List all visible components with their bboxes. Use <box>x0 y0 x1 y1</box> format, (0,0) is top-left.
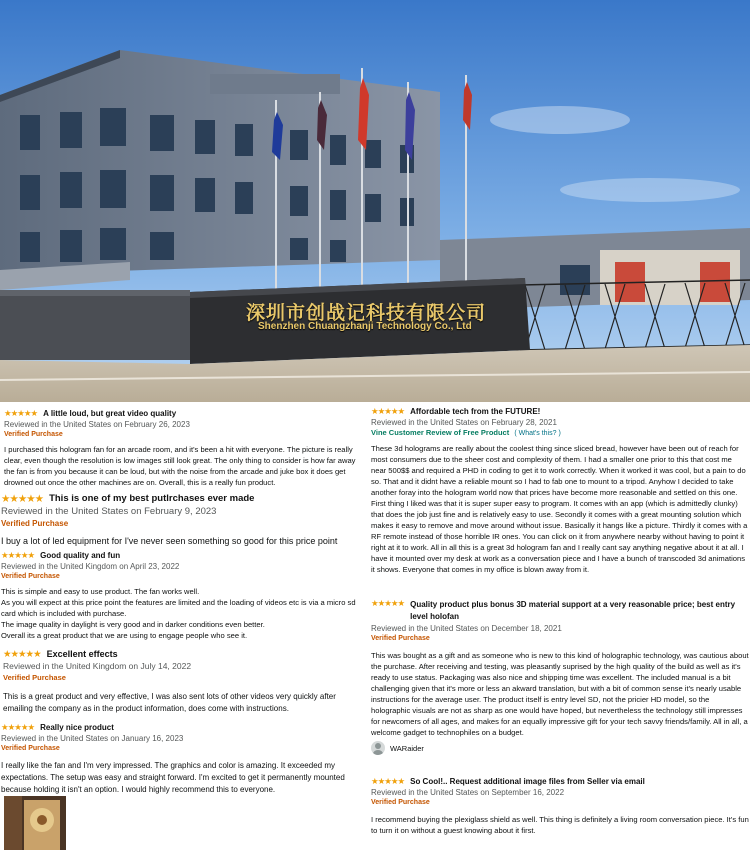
five-star-rating-icon: ★★★★★ <box>4 408 38 419</box>
verified-purchase-badge: Verified Purchase <box>4 431 63 438</box>
building-illustration <box>0 0 750 402</box>
review-date: Reviewed in the United Kingdom on April 23, 2022 <box>1 562 180 571</box>
review-date: Reviewed in the United States on December 18, 2021 <box>371 624 562 633</box>
review-card <box>1 550 363 641</box>
verified-purchase-badge: Verified Purchase <box>1 745 60 752</box>
review-text: Overall its a great product that we are using to engage people who see it. <box>1 631 248 640</box>
vine-label: Vine Customer Review of Free Product <box>371 428 510 437</box>
review-date: Reviewed in the United States on February 26, 2023 <box>4 420 190 429</box>
review-card <box>371 599 749 755</box>
five-star-rating-icon: ★★★★★ <box>371 599 405 609</box>
review-card <box>371 776 749 836</box>
review-text: The image quality in daylight is very good and in darker conditions even better. <box>1 620 265 629</box>
verified-purchase-badge: Verified Purchase <box>1 573 60 580</box>
review-body <box>371 814 749 836</box>
review-title[interactable]: A little loud, but great video quality <box>43 409 177 418</box>
company-sign-chinese: 深圳市创战记科技有限公司 <box>246 302 487 324</box>
review-card <box>1 722 363 796</box>
review-title[interactable]: So Cool!.. Request additional image files from Seller via email <box>410 777 645 786</box>
review-text: I really like the fan and I'm very impressed. The graphics and color is amazing. It exceeded my expectations. The setup was easy and straight forward. I'm excited to get it permanently mounted because holding it isn't an option. I would highly recommend this to everyone. <box>1 761 345 794</box>
verified-purchase-badge: Verified Purchase <box>371 635 430 642</box>
review-card <box>4 408 362 488</box>
review-date: Reviewed in the United States on January 16, 2023 <box>1 734 184 743</box>
review-body <box>1 586 363 641</box>
five-star-rating-icon: ★★★★★ <box>371 776 405 787</box>
review-text: I buy a lot of led equipment for I've never seen something so good for this price point <box>1 536 338 546</box>
review-body <box>4 444 362 488</box>
vine-review-badge <box>371 428 749 439</box>
review-date: Reviewed in the United States on February 9, 2023 <box>1 506 217 517</box>
verified-purchase-badge: Verified Purchase <box>1 519 69 528</box>
review-body <box>3 691 365 714</box>
review-date: Reviewed in the United Kingdom on July 14, 2022 <box>3 661 192 671</box>
review-text: I purchased this hologram fan for an arcade room, and it's been a hit with everyone. The picture is really clear, even though the resolution is low images still look great. The only thing to consider is how far away the fan is from you because it can be loud, but with the noise from the arcade and juke box it does get drowned out once the other machines are on. Overall, this is a really fun product. <box>4 445 356 487</box>
review-body <box>371 650 749 738</box>
review-photo-thumbnail[interactable] <box>4 796 66 850</box>
review-text: I recommend buying the plexiglass shield as well. This thing is definitely a living room conversation piece. It's fun to turn it on without a guest knowing about it first. <box>371 815 749 835</box>
review-card <box>3 648 365 714</box>
review-title[interactable]: Really nice product <box>40 723 114 732</box>
review-text: This was bought as a gift and as someone who is new to this kind of holographic technology, was cautious about the purchase. After receiving and testing, was pleasantly suprised by the high quality of the build as well as it's ready to use status. Packaging was also nice and shipping time was excellent. The included manual is a bit challenging given that it's more or less an akward translation, but with a bit of common sense it's nearly usable instructions for the average user. The product itself is entry level SD, not the pricier HD model, so the holographic visuals are not as sharp as one would have hoped, but nevertheless the technology still impresses for newcomers of all ages, and makes for an equally impressive gift for your tech savvy friends/family. All in all, a welcome gadget to technophiles on a budget. <box>371 651 749 737</box>
review-card <box>1 492 363 548</box>
five-star-rating-icon: ★★★★★ <box>371 406 405 417</box>
whats-this-link[interactable]: ( What's this? ) <box>514 430 561 437</box>
review-title[interactable]: Affordable tech from the FUTURE! <box>410 407 541 416</box>
five-star-rating-icon: ★★★★★ <box>1 722 35 733</box>
reviewer-name[interactable]: WARaider <box>390 743 424 753</box>
verified-purchase-badge: Verified Purchase <box>3 673 66 682</box>
review-date: Reviewed in the United States on September 16, 2022 <box>371 788 565 797</box>
review-text: As you will expect at this price point the features are limited and the loading of videos etc is via a micro sd card which is included with purchase. <box>1 598 356 618</box>
thumbnail-image <box>4 796 66 850</box>
review-text: This is simple and easy to use product. The fan works well. <box>1 587 200 596</box>
company-sign-english: Shenzhen Chuangzhanji Technology Co., Ltd <box>258 321 472 332</box>
user-avatar-icon <box>371 741 385 755</box>
review-date: Reviewed in the United States on February 28, 2021 <box>371 418 557 427</box>
review-body <box>1 535 363 548</box>
verified-purchase-badge: Verified Purchase <box>371 799 430 806</box>
review-card <box>371 406 749 575</box>
review-text: This is a great product and very effective, I was also sent lots of other videos very quickly after emailing the company as in the product information, does come with instructions. <box>3 692 336 713</box>
review-title[interactable]: This is one of my best putlrchases ever made <box>49 493 255 504</box>
review-text: These 3d holograms are really about the coolest thing since sliced bread, however have been out of reach for most consumers due to the sheer cost and complexity of them. I had a smaller one prior to this that cost me near 500$$ and required a PHD in coding to get it to work correctly. When it worked it was cool, but a pain to do so. That and it didnt have a reliable mount so I had to fab one to mount to a tripod. Anyhow I decided to take another foray into the hologram world now that prices have become more reasonable and settled on this one. First thing I liked was that it is super super easy to program. It comes with an app (which is admittedly clunky) that does the job just fine and is relatively easy to use. Secondly it comes with a great mounting solution which makes it easy to remove and move around without issue. Basically it hangs like a picture. Thirdly it comes with a RF remote instead of those horrible IR ones. You can click on it from anywhere nearby without having to point it right at it to work. All in all this is a great 3d hologram fan and I really cant say anything negative about it at all. I have it mounted over my desk at work as a conversation piece and I have a bunch of transcoded 3d animations it shows. Everyone that comes in my office is blown away from it. <box>371 444 748 574</box>
review-title[interactable]: Good quality and fun <box>40 551 121 560</box>
five-star-rating-icon: ★★★★★ <box>3 648 41 660</box>
five-star-rating-icon: ★★★★★ <box>1 492 44 505</box>
reviewer-profile[interactable] <box>371 741 749 755</box>
company-building-photo <box>0 0 750 402</box>
review-body <box>371 443 749 575</box>
review-title[interactable]: Excellent effects <box>46 649 118 659</box>
five-star-rating-icon: ★★★★★ <box>1 550 35 561</box>
review-body <box>1 760 363 796</box>
review-title[interactable]: Quality product plus bonus 3D material support at a very reasonable price; best entry level holofan <box>410 600 736 621</box>
